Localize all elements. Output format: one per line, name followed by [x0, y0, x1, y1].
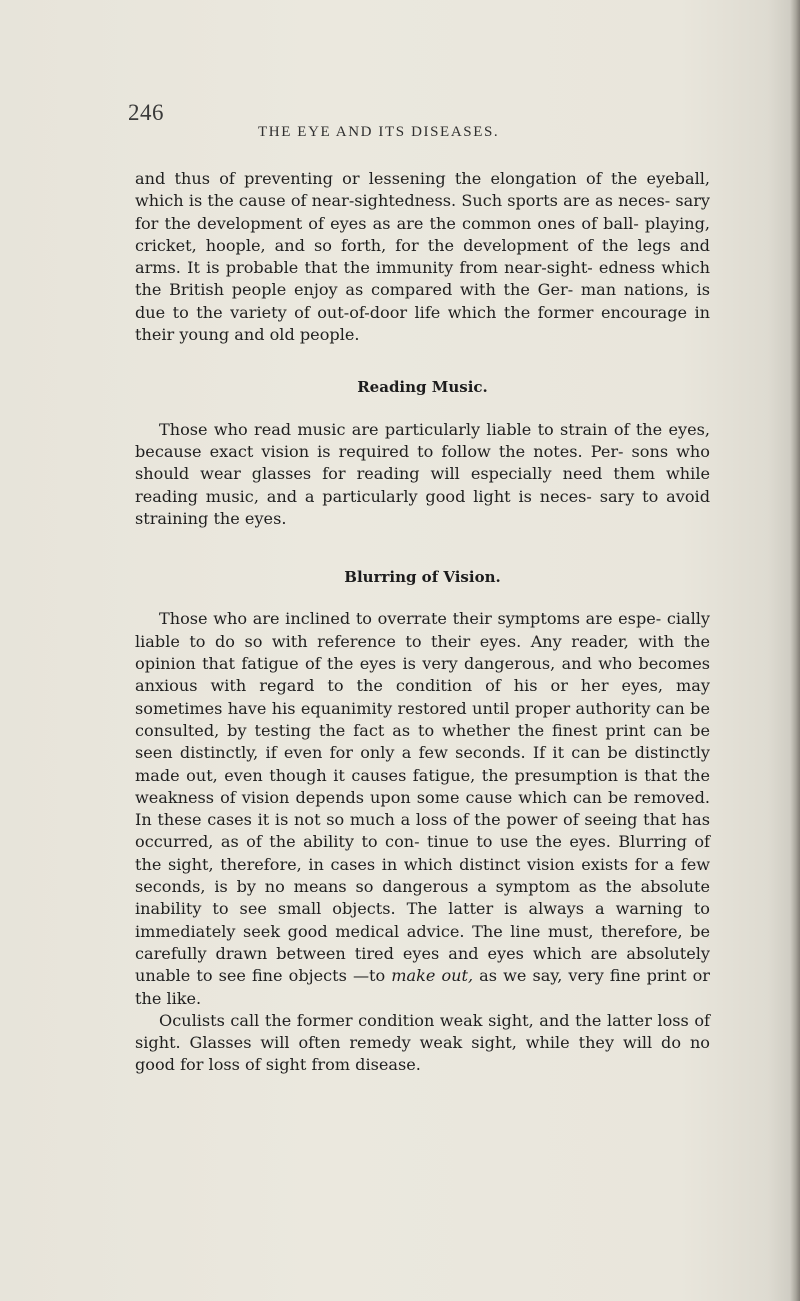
section-heading-reading-music: Reading Music. — [357, 378, 488, 397]
section-heading-blurring-of-vision: Blurring of Vision. — [344, 568, 501, 587]
page-body — [135, 168, 710, 1077]
page-header — [128, 100, 688, 140]
running-head: THE EYE AND ITS DISEASES. — [258, 124, 500, 140]
paragraph-blurring-text-2: as we say, very fine print or the like. — [135, 966, 711, 1008]
paragraph-blurring-text-1: Those who are inclined to overrate their symptoms are espe- cially liable to do so with reference to their eyes. Any reader, with the opinion that fatigue of the eyes is very dangerous, and who becomes anxious with regard to the condition of his or her eyes, may sometimes have his equanimity restored until proper authority can be consulted, by testing the fact as to whether the finest print can be seen distinctly, if even for only a few seconds. If it can be distinctly made out, even though it causes fatigue, the presumption is that the weakness of vision depends upon some cause which can be removed. In these cases it is not so much a loss of the power of seeing that has occurred, as of the ability to con- tinue to use the eyes. Blurring of the sight, therefore, in cases in which distinct vision exists for a few seconds, is by no means so dangerous a symptom as the absolute inability to see small objects. The latter is always a warning to immediately seek good medical advice. The line must, therefore, be carefully drawn between tired eyes and eyes which are absolutely unable to see fine objects —to — [135, 609, 710, 986]
paragraph-blurring-italic: make out, — [391, 966, 474, 986]
page-edge-shadow — [790, 0, 800, 1301]
paragraph-opening: and thus of preventing or lessening the elongation of the eyeball, which is the cause of near-sightedness. Such sports are as neces- sary for the development of eyes as are the common ones of ball- playing, cricket, hoople, and so forth, for the development of the legs and arms. It is probable that the immunity from near-sight- edness which the British people enjoy as compared with the Ger- man nations, is due to the variety of out-of-door life which the former encourage in their young and old people. — [135, 169, 710, 345]
paragraph-oculists: Oculists call the former condition weak sight, and the latter loss of sight. Glasses will often remedy weak sight, while they will do no good for loss of sight from disease. — [135, 1010, 710, 1075]
paragraph-blurring-of-vision — [135, 608, 710, 1009]
page-number: 246 — [128, 100, 164, 125]
paragraph-reading-music: Those who read music are particularly liable to strain of the eyes, because exact vision is required to follow the notes. Per- sons who should wear glasses for reading will especially need them while reading music, and a particularly good light is neces- sary to avoid straining the eyes. — [135, 419, 710, 528]
